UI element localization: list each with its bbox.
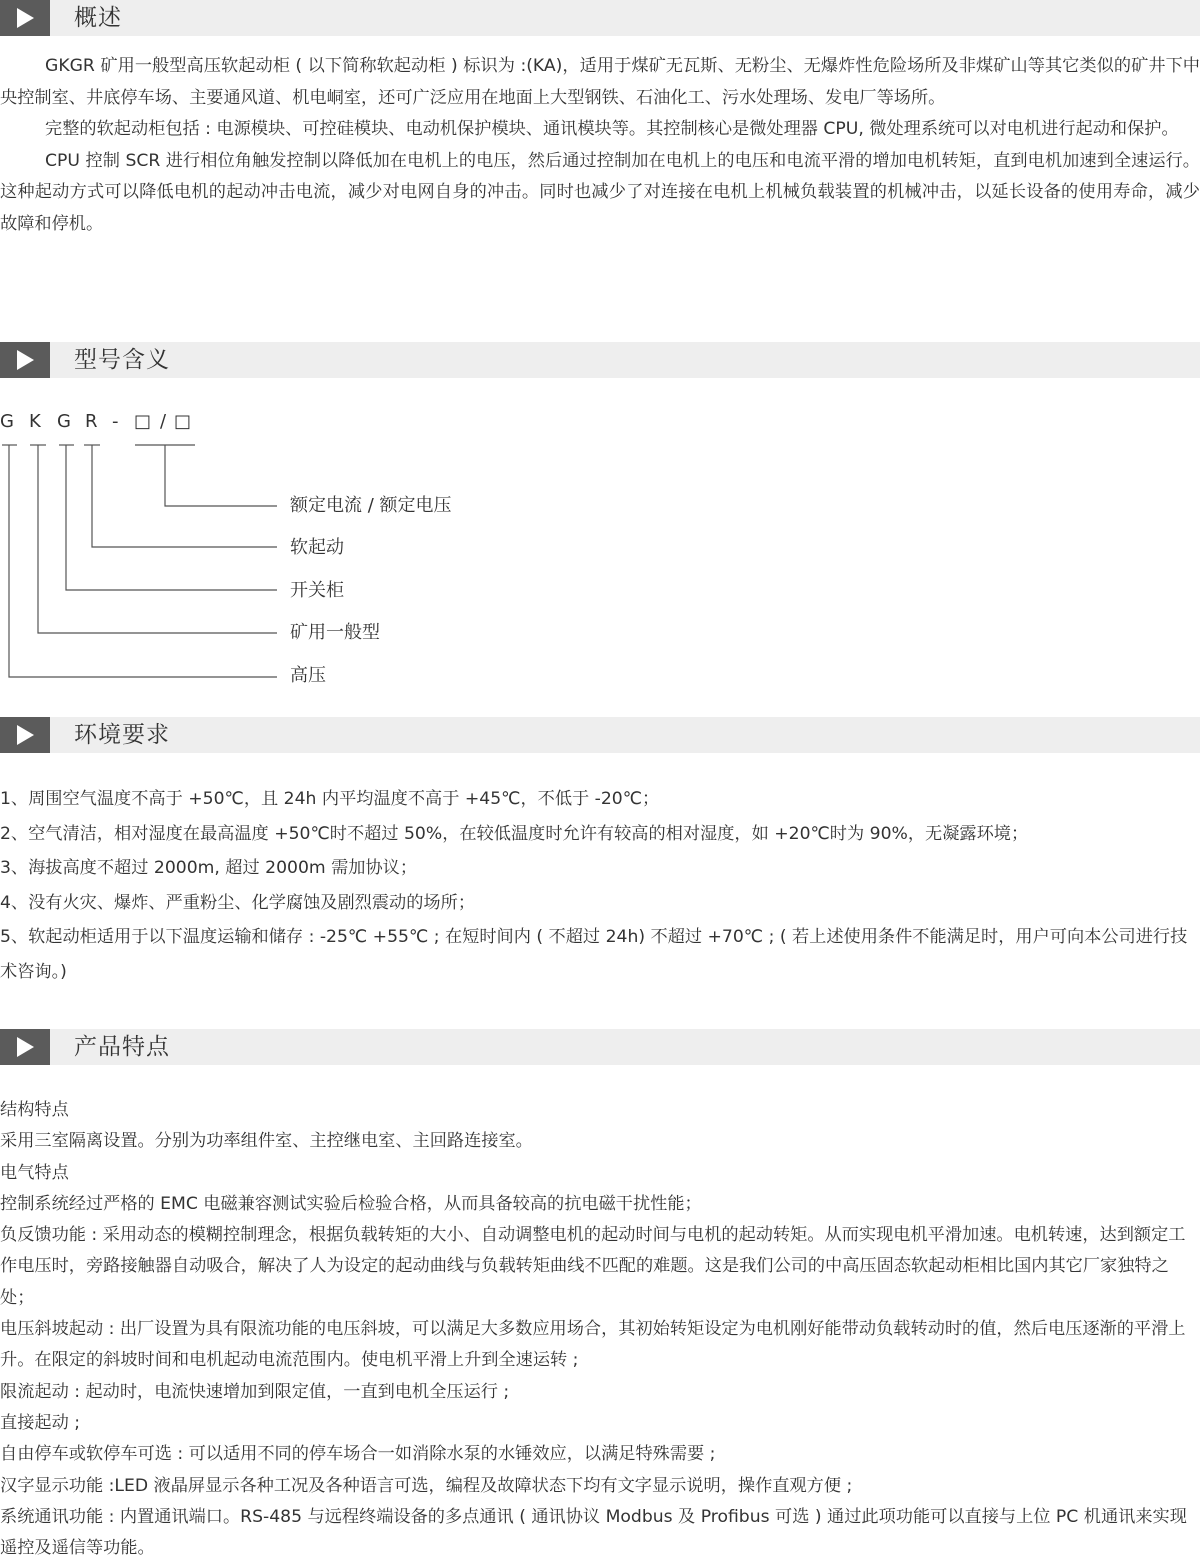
- paragraph: 完整的软起动柜包括 : 电源模块、可控硅模块、电动机保护模块、通讯模块等。其控制核心是微处理器 CPU, 微处理系统可以对电机进行起动和保护。: [45, 119, 1179, 139]
- model-label: 软起动: [290, 537, 344, 558]
- section-title: 型号含义: [74, 347, 170, 373]
- model-label: 矿用一般型: [290, 622, 380, 643]
- list-item: 1、周围空气温度不高于 +50℃，且 24h 内平均温度不高于 +45℃，不低于 -20℃；: [0, 789, 660, 809]
- feature-line: 负反馈功能 : 采用动态的模糊控制理念，根据负载转矩的大小、自动调整电机的起动时间与电机的起动转矩。从而实现电机平滑加速。电机转速，达到额定工作电压时，旁路接触器自动吸合，解决了人为设定的起动曲线与负载转矩曲线不匹配的难题。这是我们公司的中高压固态软起动柜相比国内其它厂家独特之处；: [0, 1225, 1186, 1308]
- play-icon: [0, 342, 50, 378]
- feature-line: 系统通讯功能 : 内置通讯端口。RS-485 与远程终端设备的多点通讯 ( 通讯协议 Modbus 及 Profibus 可选 ) 通过此项功能可以直接与上位 PC 机通讯来实现遥控及遥信等功能。: [0, 1506, 1187, 1559]
- code-char: G: [0, 411, 14, 432]
- feature-line: 电压斜坡起动 : 出厂设置为具有限流功能的电压斜坡，可以满足大多数应用场合，其初始转矩设定为电机刚好能带动负载转动时的值，然后电压逐渐的平滑上升。在限定的斜坡时间和电机起动电流范围内。使电机平滑上升到全速运转 ;: [0, 1319, 1186, 1371]
- code-char: R: [85, 411, 98, 432]
- play-icon: [0, 0, 50, 36]
- feature-line: 电气特点: [0, 1162, 69, 1183]
- paragraph: CPU 控制 SCR 进行相位角触发控制以降低加在电机上的电压，然后通过控制加在电机上的电压和电流平滑的增加电机转矩，直到电机加速到全速运行。这种起动方式可以降低电机的起动冲击电流，减少对电网自身的冲击。同时也减少了对连接在电机上机械负载装置的机械冲击，以延长设备的使用寿命，减少故障和停机。: [0, 150, 1200, 234]
- section-title: 概述: [74, 5, 122, 31]
- section-header-overview: [0, 0, 1200, 36]
- section-header-model: [0, 342, 1200, 378]
- feature-line: 自由停车或软停车可选 : 可以适用不同的停车场合一如消除水泵的水锤效应，以满足特殊需要 ;: [0, 1444, 716, 1465]
- model-label: 高压: [290, 665, 326, 686]
- model-label: 开关柜: [290, 580, 344, 601]
- feature-line: 汉字显示功能 :LED 液晶屏显示各种工况及各种语言可选，编程及故障状态下均有文字显示说明，操作直观方便 ;: [0, 1475, 853, 1496]
- play-icon: [0, 717, 50, 753]
- code-char: □: [174, 411, 192, 432]
- feature-line: 结构特点: [0, 1100, 69, 1120]
- section-title: 环境要求: [74, 722, 170, 748]
- feature-line: 直接起动 ;: [0, 1412, 81, 1433]
- play-icon: [0, 1029, 50, 1065]
- features-text: [0, 1095, 1200, 1564]
- feature-line: 控制系统经过严格的 EMC 电磁兼容测试实验后检验合格，从而具备较高的抗电磁干扰性能；: [0, 1193, 702, 1214]
- code-char: /: [160, 411, 167, 432]
- feature-line: 采用三室隔离设置。分别为功率组件室、主控继电室、主回路连接室。: [0, 1131, 533, 1152]
- code-char: □: [134, 411, 152, 432]
- model-label: 额定电流 / 额定电压: [290, 495, 452, 516]
- feature-line: 限流起动 : 起动时，电流快速增加到限定值，一直到电机全压运行 ;: [0, 1381, 510, 1402]
- section-header-features: [0, 1029, 1200, 1065]
- section-title: 产品特点: [74, 1034, 170, 1060]
- list-item: 5、软起动柜适用于以下温度运输和储存 : -25℃ +55℃ ; 在短时间内 ( 不超过 24h) 不超过 +70℃ ; ( 若上述使用条件不能满足时，用户可向本公司进行技术咨询。): [0, 927, 1188, 982]
- code-char: -: [112, 411, 119, 432]
- list-item: 4、没有火灾、爆炸、严重粉尘、化学腐蚀及剧烈震动的场所；: [0, 892, 476, 913]
- environment-list: [0, 782, 1200, 989]
- paragraph: GKGR 矿用一般型高压软起动柜 ( 以下简称软起动柜 ) 标识为 :(KA)，适用于煤矿无瓦斯、无粉尘、无爆炸性危险场所及非煤矿山等其它类似的矿井下中央控制室、井底停车场、主要通风道、机电峒室，还可广泛应用在地面上大型钢铁、石油化工、污水处理场、发电厂等场所。: [0, 56, 1200, 108]
- code-char: K: [29, 411, 41, 432]
- code-char: G: [57, 411, 71, 432]
- list-item: 3、海拔高度不超过 2000m, 超过 2000m 需加协议；: [0, 858, 418, 878]
- overview-text: [0, 51, 1200, 240]
- list-item: 2、空气清洁，相对湿度在最高温度 +50℃时不超过 50%，在较低温度时允许有较高的相对湿度，如 +20℃时为 90%，无凝露环境；: [0, 823, 1029, 844]
- model-diagram: [0, 405, 600, 700]
- section-header-environment: [0, 717, 1200, 753]
